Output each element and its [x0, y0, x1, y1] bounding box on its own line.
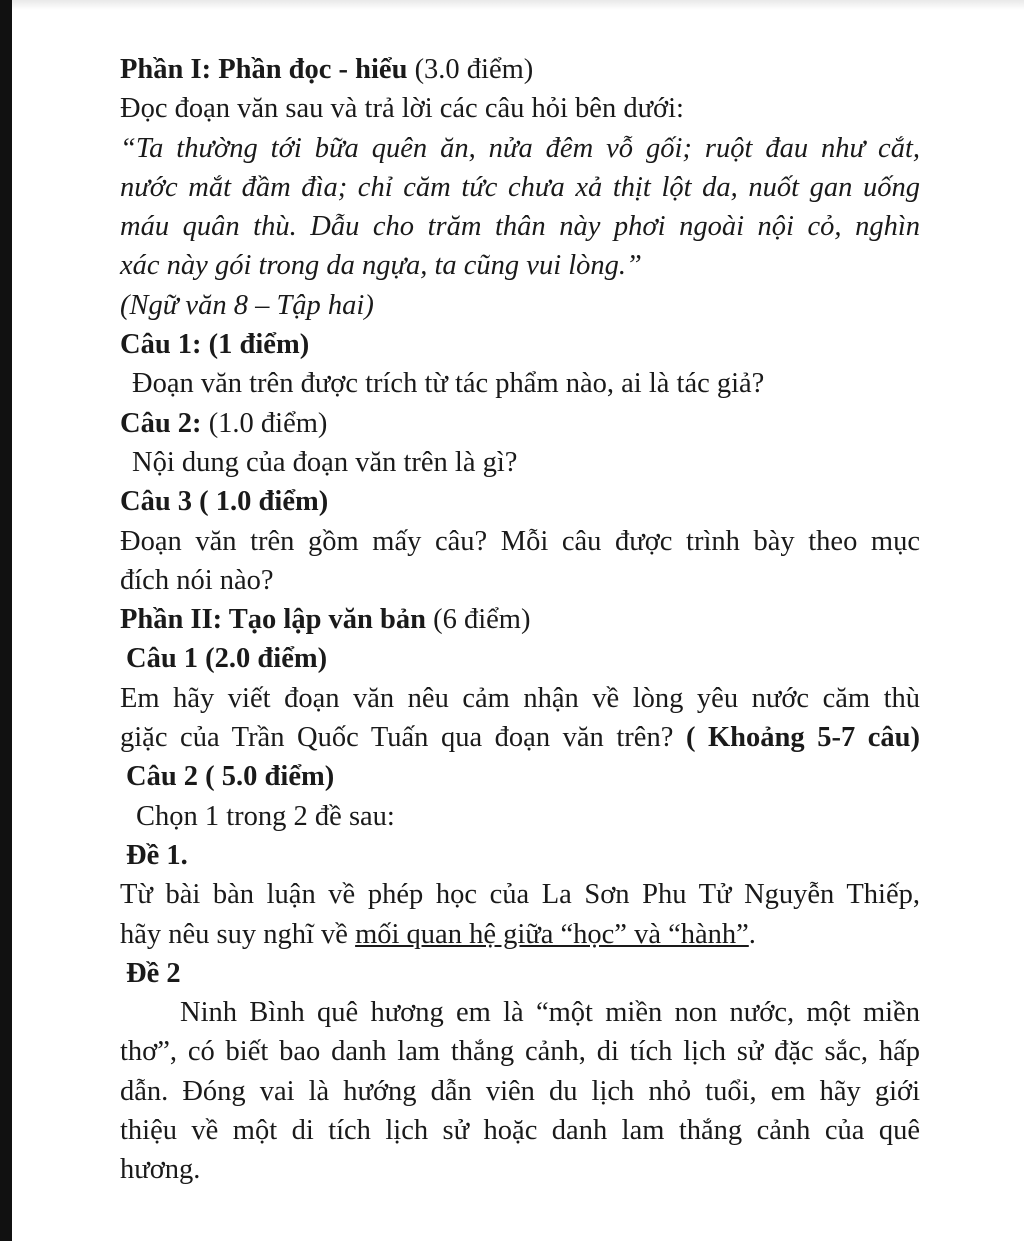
quote-line: xác này gói trong da ngựa, ta cũng vui lòng.” [120, 250, 642, 282]
topic-2-text: hương. [120, 1154, 201, 1186]
topic-2-label: Đề 2 [126, 957, 181, 989]
question-3-label: Câu 3 ( 1.0 điểm) [120, 486, 329, 518]
topic-1-underlined: mối quan hệ giữa “học” và “hành” [355, 918, 749, 950]
part2-heading-line [120, 600, 920, 639]
part1-instruction: Đọc đoạn văn sau và trả lời các câu hỏi bên dưới: [120, 93, 684, 125]
quote-source: (Ngữ văn 8 – Tập hai) [120, 289, 374, 321]
quote-line: máu quân thù. Dẫu cho trăm thân này phơi ngoài nội cỏ, nghìn [120, 211, 920, 243]
question-2-label-line [120, 404, 920, 443]
question-2-label: Câu 2: [120, 407, 202, 439]
part1-points: (3.0 điểm) [414, 54, 534, 85]
topic-1-period: . [748, 918, 756, 950]
topic-1-text-line [120, 915, 920, 954]
topic-2-text: thiệu về một di tích lịch sử hoặc danh lam thắng cảnh của quê [120, 1115, 920, 1147]
task-1-label: Câu 1 (2.0 điểm) [126, 643, 328, 675]
task-2-label: Câu 2 ( 5.0 điểm) [126, 761, 335, 793]
document-page [120, 50, 920, 1190]
part2-heading: Phần II: Tạo lập văn bản [120, 604, 426, 636]
part2-points: (6 điểm) [433, 604, 531, 636]
topic-1-text: Từ bài bàn luận về phép học của La Sơn Phu Tử Nguyễn Thiếp, [120, 879, 920, 911]
task-2-text: Chọn 1 trong 2 đề sau: [136, 800, 395, 832]
question-3-text: đích nói nào? [120, 564, 274, 596]
question-1-label: Câu 1: (1 điểm) [120, 329, 310, 361]
topic-2-text: thơ”, có biết bao danh lam thắng cảnh, di tích lịch sử đặc sắc, hấp [120, 1036, 920, 1068]
question-1-text: Đoạn văn trên được trích từ tác phẩm nào, ai là tác giả? [132, 368, 765, 400]
task-1-text: giặc của Trần Quốc Tuấn qua đoạn văn trên? [120, 722, 674, 754]
part1-heading-line [120, 50, 920, 89]
quote-line: “Ta thường tới bữa quên ăn, nửa đêm vỗ gối; ruột đau như cắt, [120, 132, 920, 164]
task-1-length-note: ( Khoảng 5-7 câu) [685, 722, 921, 754]
question-3-text: Đoạn văn trên gồm mấy câu? Mỗi câu được trình bày theo mục [120, 525, 920, 557]
left-border [0, 0, 12, 1241]
task-1-text-line [120, 718, 920, 757]
part1-heading: Phần I: Phần đọc - hiểu [120, 54, 408, 85]
topic-2-text: dẫn. Đóng vai là hướng dẫn viên du lịch nhỏ tuổi, em hãy giới [120, 1075, 920, 1107]
task-1-text: Em hãy viết đoạn văn nêu cảm nhận về lòng yêu nước căm thù [120, 682, 920, 714]
quote-line: nước mắt đầm đìa; chỉ căm tức chưa xả thịt lột da, nuốt gan uống [120, 171, 920, 203]
topic-1-label: Đề 1. [126, 839, 188, 871]
question-2-points: (1.0 điểm) [208, 407, 328, 439]
question-2-text: Nội dung của đoạn văn trên là gì? [132, 446, 518, 478]
topic-2-text: Ninh Bình quê hương em là “một miền non nước, một miền [180, 997, 920, 1029]
topic-1-text: hãy nêu suy nghĩ về [120, 918, 356, 950]
top-edge [12, 0, 1024, 10]
